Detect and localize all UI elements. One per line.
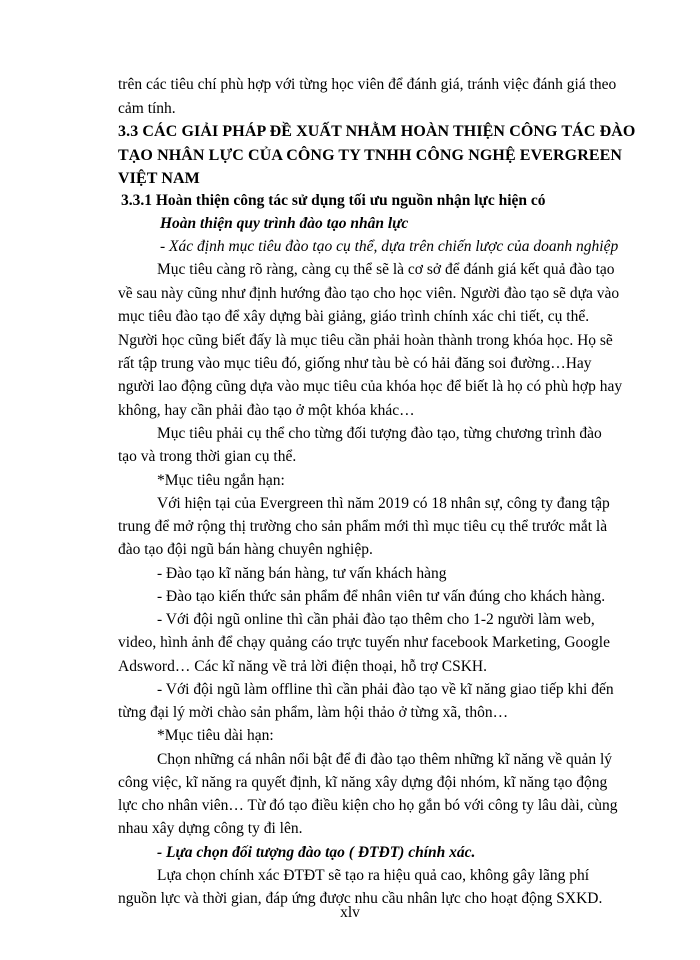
text-line: video, hình ảnh để chạy quảng cáo trực tuyến như facebook Marketing, Google — [118, 634, 610, 651]
text-line: Với hiện tại của Evergreen thì năm 2019 có 18 nhân sự, công ty đang tập — [157, 495, 610, 512]
text-line: - Đào tạo kiến thức sản phẩm để nhân viên tư vấn đúng cho khách hàng. — [157, 588, 606, 605]
subsection-heading: 3.3.1 Hoàn thiện công tác sử dụng tối ưu nguồn nhận lực hiện có — [121, 192, 546, 209]
text-line: lực cho nhân viên… Từ đó tạo điều kiện cho họ gắn bó với công ty lâu dài, cùng — [118, 797, 618, 814]
text-line: *Mục tiêu ngắn hạn: — [157, 472, 285, 489]
text-line: tạo và trong thời gian cụ thể. — [118, 448, 297, 465]
text-line: mục tiêu đào tạo để xây dựng bài giảng, giáo trình chính xác chi tiết, cụ thể. — [118, 308, 590, 325]
text-line: - Với đội ngũ làm offline thì cần phải đào tạo về kĩ năng giao tiếp khi đến — [157, 681, 614, 698]
text-line: Lựa chọn chính xác ĐTĐT sẽ tạo ra hiệu quả cao, không gây lãng phí — [157, 867, 590, 884]
text-line: - Với đội ngũ online thì cần phải đào tạo thêm cho 1-2 người làm web, — [157, 611, 595, 628]
text-line: trên các tiêu chí phù hợp với từng học viên để đánh giá, tránh việc đánh giá theo — [118, 76, 617, 93]
text-line: từng đại lý mời chào sản phẩm, làm hội thảo ở từng xã, thôn… — [118, 704, 509, 721]
text-line: Mục tiêu càng rõ ràng, càng cụ thể sẽ là cơ sở để đánh giá kết quả đào tạo — [157, 261, 615, 278]
text-line: Chọn những cá nhân nổi bật để đi đào tạo thêm những kĩ năng về quản lý — [157, 751, 613, 768]
text-line: - Đào tạo kĩ năng bán hàng, tư vấn khách hàng — [157, 565, 447, 582]
text-line: trung để mở rộng thị trường cho sản phẩm mới thì mục tiêu cụ thể trước mắt là — [118, 518, 608, 535]
paragraph-title: Hoàn thiện quy trình đào tạo nhân lực — [160, 215, 409, 232]
paragraph-subtitle: - Xác định mục tiêu đào tạo cụ thể, dựa trên chiến lược của doanh nghiệp — [160, 238, 619, 255]
text-line: nhau xây dựng công ty đi lên. — [118, 820, 303, 837]
text-line: đào tạo đội ngũ bán hàng chuyên nghiệp. — [118, 541, 373, 558]
text-line: về sau này cũng như định hướng đào tạo cho học viên. Người đào tạo sẽ dựa vào — [118, 285, 620, 302]
section-heading: VIỆT NAM — [118, 170, 200, 187]
text-line: nguồn lực và thời gian, đáp ứng được nhu cầu nhân lực cho hoạt động SXKD. — [118, 890, 603, 907]
section-heading: TẠO NHÂN LỰC CỦA CÔNG TY TNHH CÔNG NGHỆ EVERGREEN — [118, 147, 623, 164]
text-line: người lao động cũng dựa vào mục tiêu của khóa học để biết là họ có phù hợp hay — [118, 378, 623, 395]
text-line: Adsword… Các kĩ năng về trả lời điện thoại, hỗ trợ CSKH. — [118, 658, 487, 675]
text-line: công việc, kĩ năng ra quyết định, kĩ năng xây dựng đội nhóm, kĩ năng tạo động — [118, 774, 608, 791]
section-heading: 3.3 CÁC GIẢI PHÁP ĐỀ XUẤT NHẰM HOÀN THIỆN CÔNG TÁC ĐÀO — [118, 123, 636, 140]
text-line: rất tập trung vào mục tiêu đó, giống như tàu bè có hải đăng soi đường…Hay — [118, 355, 592, 372]
paragraph-subtitle: - Lựa chọn đối tượng đào tạo ( ĐTĐT) chính xác. — [157, 844, 476, 861]
text-line: Mục tiêu phải cụ thể cho từng đối tượng đào tạo, từng chương trình đào — [157, 425, 602, 442]
text-line: *Mục tiêu dài hạn: — [157, 727, 274, 744]
text-line: cảm tính. — [118, 100, 176, 117]
page-number: xlv — [340, 904, 360, 921]
text-line: Người học cũng biết đấy là mục tiêu cần phải hoàn thành trong khóa học. Họ sẽ — [118, 332, 613, 349]
text-line: không, hay cần phải đào tạo ở một khóa khác… — [118, 402, 415, 419]
